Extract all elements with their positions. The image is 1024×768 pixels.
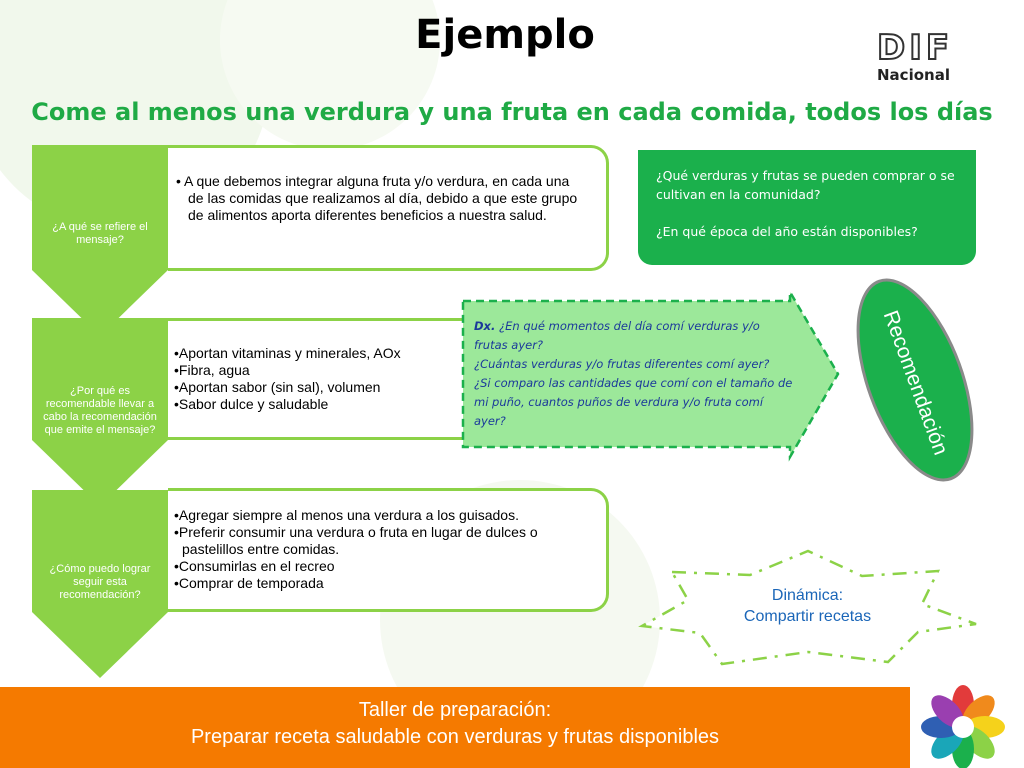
bullet-item: •Aportan sabor (sin sal), volumen [174,379,381,395]
bullet-item: •Consumirlas en el recreo [174,558,335,574]
logo-sub-text: Nacional [877,66,950,84]
flower-logo-icon [915,683,1011,768]
dx-label: Dx. [474,319,496,333]
workshop-banner [0,687,910,768]
bullet-item: •Aportan vitaminas y minerales, AOx [174,345,401,361]
bullet-item: •Preferir consumir una verdura o fruta en lugar de dulces o pastelillos entre comidas. [174,524,538,557]
page-title: Ejemplo [415,12,595,58]
dx-question-1: ¿En qué momentos del día comí verduras y/o frutas ayer? [474,319,760,352]
row-1-question: ¿A qué se refiere el mensaje? [52,221,148,246]
bullet-item: • A que debemos integrar alguna fruta y/o verdura, en cada una de las comidas que realizamos al día, debido a que este grupo de alimentos aporta diferentes beneficios a nuestra salud. [176,173,578,223]
dx-question-2: ¿Cuántas verduras y/o frutas diferentes comí ayer? [474,357,770,371]
row-2-question: ¿Por qué es recomendable llevar a cabo la recomendación que emite el mensaje? [43,385,157,436]
bullet-item: •Agregar siempre al menos una verdura a los guisados. [174,507,519,523]
dinamica-title: Dinámica: [771,587,844,604]
dinamica-activity: Compartir recetas [743,608,872,625]
recommendation-label: Recomendación [878,307,953,459]
workshop-description: Preparar receta saludable con verduras y frutas disponibles [190,726,720,748]
bullet-item: •Comprar de temporada [174,575,324,591]
logo-main-text: DIF [877,28,954,68]
questions-box-line-1: ¿Qué verduras y frutas se pueden comprar o se cultivan en la comunidad? [656,168,955,202]
row-3-question: ¿Cómo puedo lograr seguir esta recomendación? [49,562,151,601]
questions-box-line-2: ¿En qué época del año están disponibles? [656,224,918,239]
workshop-title: Taller de preparación: [358,699,552,721]
bullet-item: •Fibra, agua [174,362,250,378]
dx-question-3: ¿Si comparo las cantidades que comí con el tamaño de mi puño, cuantos puños de verdura y/o fruta comí ayer? [474,376,793,428]
bullet-item: •Sabor dulce y saludable [174,396,329,412]
page-subtitle: Come al menos una verdura y una fruta en cada comida, todos los días [31,98,993,126]
dinamica-text [680,585,935,627]
